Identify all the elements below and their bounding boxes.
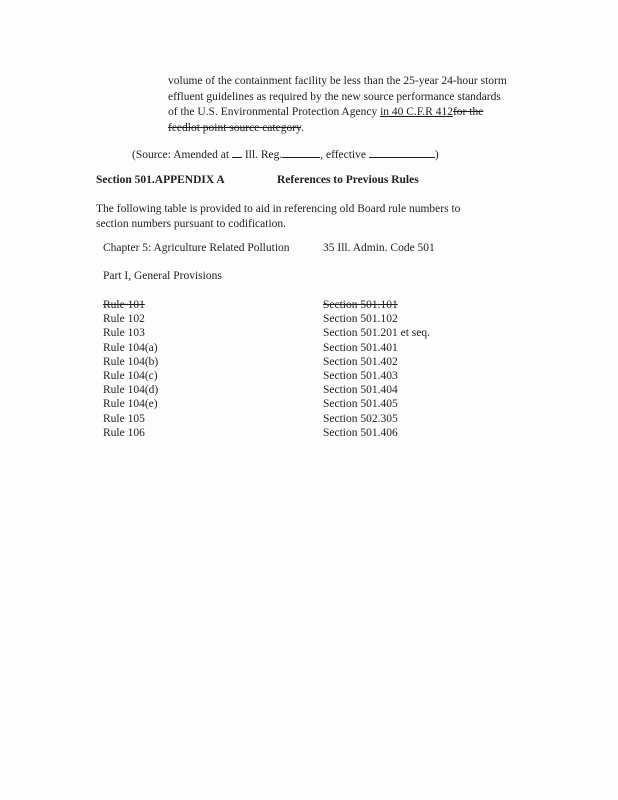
intro-paragraph	[96, 202, 496, 232]
part-heading: Part I, General Provisions	[103, 270, 222, 282]
source-mid2: , effective	[320, 149, 369, 161]
new-section-number: Section 501.404	[323, 384, 398, 397]
source-prefix: (Source: Amended at	[132, 149, 232, 161]
table-row	[103, 412, 503, 426]
old-rule-number: Rule 106	[103, 426, 145, 439]
section-title: References to Previous Rules	[277, 174, 419, 186]
page-blank	[282, 146, 320, 158]
new-section-number: Section 501.406	[323, 426, 398, 439]
section-heading	[96, 174, 419, 186]
inserted-text: in 40 C.F.R 412	[380, 106, 453, 118]
new-section-number: Section 501.405	[323, 398, 398, 411]
old-rule-number: Rule 104(c)	[103, 369, 158, 382]
table-row	[103, 298, 503, 312]
paragraph-line-2: effluent guidelines as required by the new source performance standards	[168, 90, 501, 103]
old-rule-number: Rule 104(b)	[103, 355, 159, 368]
table-row	[103, 326, 503, 340]
paragraph-line-4-end: .	[301, 121, 304, 134]
amendment-paragraph	[168, 74, 538, 136]
old-rule-number: Rule 102	[103, 313, 145, 326]
table-row	[103, 383, 503, 397]
new-section-number: Section 501.402	[323, 355, 398, 368]
chapter-row	[103, 242, 435, 254]
new-section-number: Section 501.102	[323, 313, 398, 326]
table-row	[103, 355, 503, 369]
table-row	[103, 369, 503, 383]
old-rule-number: Rule 101	[103, 299, 145, 311]
old-rule-number: Rule 103	[103, 327, 145, 340]
new-section-number: Section 501.401	[323, 341, 398, 354]
rules-table	[103, 298, 503, 440]
intro-line-2: section numbers pursuant to codification.	[96, 218, 287, 230]
new-section-number: Section 502.305	[323, 412, 398, 425]
date-blank	[369, 146, 435, 158]
new-section-number: Section 501.201 et seq.	[323, 327, 430, 340]
deleted-text: for the	[452, 106, 484, 118]
chapter-code: 35 Ill. Admin. Code 501	[323, 242, 435, 254]
section-number: Section 501.APPENDIX A	[96, 174, 225, 186]
paragraph-line-3	[168, 105, 538, 121]
old-rule-number: Rule 104(e)	[103, 398, 158, 411]
new-section-number: Section 501.101	[323, 299, 398, 311]
table-row	[103, 426, 503, 440]
old-rule-number: Rule 104(d)	[103, 384, 159, 397]
source-mid1: Ill. Reg.	[241, 149, 283, 161]
volume-blank	[232, 146, 242, 158]
paragraph-line-1: volume of the containment facility be less than the 25-year 24-hour storm	[168, 75, 507, 87]
source-note	[132, 146, 439, 161]
table-row	[103, 312, 503, 326]
old-rule-number: Rule 105	[103, 412, 145, 425]
intro-line-1: The following table is provided to aid in referencing old Board rule numbers to	[96, 203, 461, 215]
table-row	[103, 341, 503, 355]
old-rule-number: Rule 104(a)	[103, 341, 158, 354]
deleted-text-2: feedlot point source category	[168, 121, 302, 134]
source-suffix: )	[434, 149, 439, 161]
table-row	[103, 397, 503, 411]
new-section-number: Section 501.403	[323, 369, 398, 382]
paragraph-line-3-text: of the U.S. Environmental Protection Agency	[168, 106, 381, 118]
chapter-title: Chapter 5: Agriculture Related Pollution	[103, 242, 290, 254]
paragraph-line-4	[168, 121, 538, 137]
